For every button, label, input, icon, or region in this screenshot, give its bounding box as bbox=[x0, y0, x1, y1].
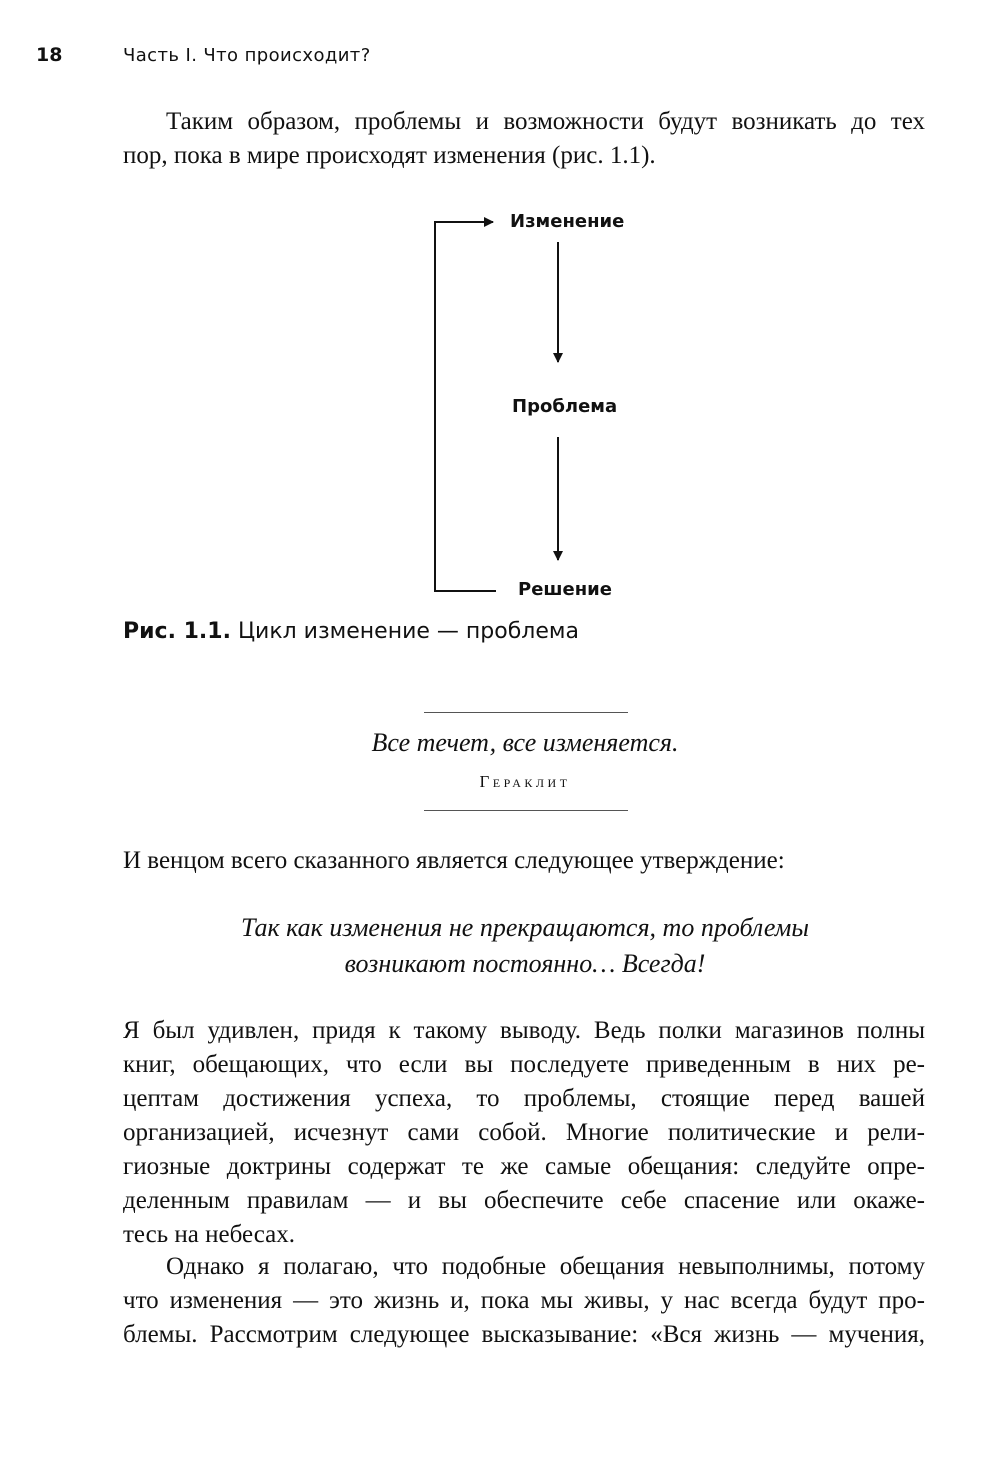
statement-intro bbox=[123, 844, 925, 878]
text-line: Я был удивлен, придя к такому выводу. Ведь полки магазинов полны bbox=[123, 1017, 925, 1044]
figure-caption-label: Рис. 1.1. bbox=[123, 619, 231, 644]
diagram-node-problem: Проблема bbox=[512, 396, 618, 417]
text-line: цептам достижения успеха, то проблемы, стоящие перед вашей bbox=[123, 1085, 925, 1112]
epigraph-author: Гераклит bbox=[479, 772, 571, 791]
text-line: организацией, исчезнут сами собой. Многие политические и рели- bbox=[123, 1119, 925, 1146]
body-paragraph-1 bbox=[123, 1014, 925, 1252]
epigraph-quote: Все течет, все изменяется. bbox=[371, 728, 679, 757]
text-line: что изменения — это жизнь и, пока мы живы, у нас всегда будут про- bbox=[123, 1287, 925, 1314]
diagram-node-solution: Решение bbox=[518, 579, 612, 600]
diagram-node-change: Изменение bbox=[510, 211, 625, 232]
body-paragraph-2 bbox=[123, 1250, 925, 1352]
text-line: тесь на небесах. bbox=[123, 1221, 295, 1248]
text-line: Однако я полагаю, что подобные обещания невыполнимы, потому bbox=[166, 1253, 925, 1280]
text-line: гиозные доктрины содержат те же самые обещания: следуйте опре- bbox=[123, 1153, 925, 1180]
text-line: пор, пока в мире происходят изменения (рис. 1.1). bbox=[123, 142, 656, 169]
epigraph-divider-bottom bbox=[424, 810, 628, 811]
epigraph-divider-top bbox=[424, 712, 628, 713]
figure-caption bbox=[123, 619, 579, 644]
text-line: Таким образом, проблемы и возможности будут возникать до тех bbox=[166, 108, 925, 135]
highlighted-statement bbox=[150, 910, 900, 982]
page-number: 18 bbox=[36, 44, 63, 66]
text-line: блемы. Рассмотрим следующее высказывание: «Вся жизнь — мучения, bbox=[123, 1321, 925, 1348]
text-line: деленным правилам — и вы обеспечите себе спасение или окаже- bbox=[123, 1187, 925, 1214]
highlight-line: Так как изменения не прекращаются, то проблемы bbox=[240, 913, 809, 942]
text-line: И венцом всего сказанного является следующее утверждение: bbox=[123, 847, 785, 874]
feedback-loop-arrow bbox=[435, 222, 496, 591]
chapter-title: Часть I. Что происходит? bbox=[123, 45, 371, 66]
figure-caption-text: Цикл изменение — проблема bbox=[237, 619, 579, 644]
highlight-line: возникают постоянно… Всегда! bbox=[344, 949, 706, 978]
text-line: книг, обещающих, что если вы последуете приведенным в них ре- bbox=[123, 1051, 925, 1078]
